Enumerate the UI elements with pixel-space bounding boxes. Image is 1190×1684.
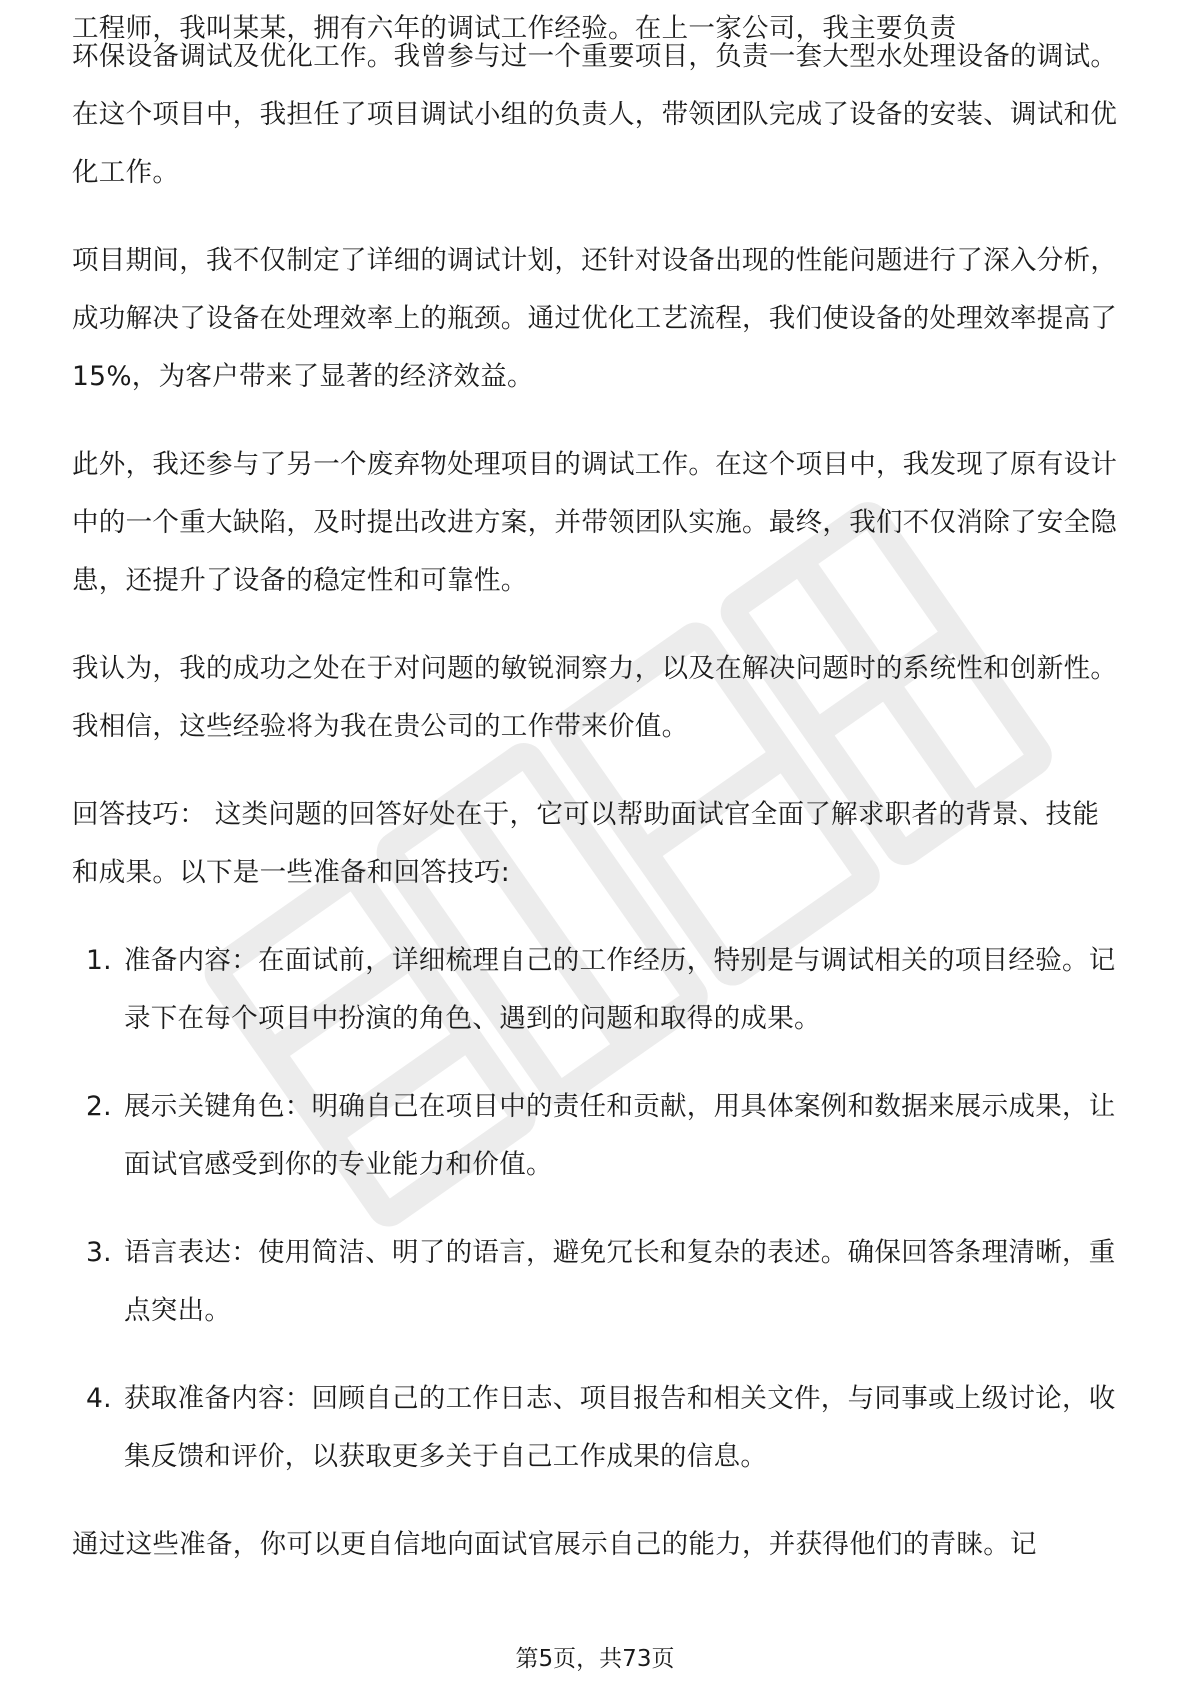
list-number: 4. — [86, 1383, 112, 1414]
paragraph-closing: 通过这些准备，你可以更自信地向面试官展示自己的能力，并获得他们的青睐。记 — [72, 1529, 1037, 1560]
paragraph-summary: 我认为，我的成功之处在于对问题的敏锐洞察力，以及在解决问题时的系统性和创新性。我相信，这些经验将为我在贵公司的工作带来价值。 — [72, 653, 1118, 742]
list-item — [72, 1224, 1118, 1340]
paragraph-other-project: 此外，我还参与了另一个废弃物处理项目的调试工作。在这个项目中，我发现了原有设计中的一个重大缺陷，及时提出改进方案，并带领团队实施。最终，我们不仅消除了安全隐患，还提升了设备的稳定性和可靠性。 — [72, 449, 1118, 596]
list-text: 展示关键角色：明确自己在项目中的责任和贡献，用具体案例和数据来展示成果，让面试官感受到你的专业能力和价值。 — [124, 1091, 1116, 1180]
list-text: 获取准备内容：回顾自己的工作日志、项目报告和相关文件，与同事或上级讨论，收集反馈和评价，以获取更多关于自己工作成果的信息。 — [124, 1383, 1116, 1472]
list-number: 2. — [86, 1091, 112, 1122]
list-number: 1. — [86, 945, 112, 976]
list-text: 语言表达：使用简洁、明了的语言，避免冗长和复杂的表述。确保回答条理清晰，重点突出。 — [124, 1237, 1116, 1326]
list-item — [72, 932, 1118, 1048]
tips-list — [72, 932, 1118, 1486]
paragraph-intro-cont: 环保设备调试及优化工作。我曾参与过一个重要项目，负责一套大型水处理设备的调试。在这个项目中，我担任了项目调试小组的负责人，带领团队完成了设备的安装、调试和优化工作。 — [72, 41, 1118, 188]
page-number-footer: 第5页，共73页 — [515, 1646, 675, 1672]
top-fragment-line: 工程师，我叫某某，拥有六年的调试工作经验。在上一家公司，我主要负责 — [72, 13, 957, 44]
list-item — [72, 1078, 1118, 1194]
list-text: 准备内容：在面试前，详细梳理自己的工作经历，特别是与调试相关的项目经验。记录下在每个项目中扮演的角色、遇到的问题和取得的成果。 — [124, 945, 1116, 1034]
paragraph-answer-tips: 回答技巧： 这类问题的回答好处在于，它可以帮助面试官全面了解求职者的背景、技能和成果。以下是一些准备和回答技巧: — [72, 799, 1100, 888]
document-body — [72, 13, 1118, 1604]
list-item — [72, 1370, 1118, 1486]
list-number: 3. — [86, 1237, 112, 1268]
paragraph-project-period: 项目期间，我不仅制定了详细的调试计划，还针对设备出现的性能问题进行了深入分析，成功解决了设备在处理效率上的瓶颈。通过优化工艺流程，我们使设备的处理效率提高了15%，为客户带来了显著的经济效益。 — [72, 245, 1118, 392]
